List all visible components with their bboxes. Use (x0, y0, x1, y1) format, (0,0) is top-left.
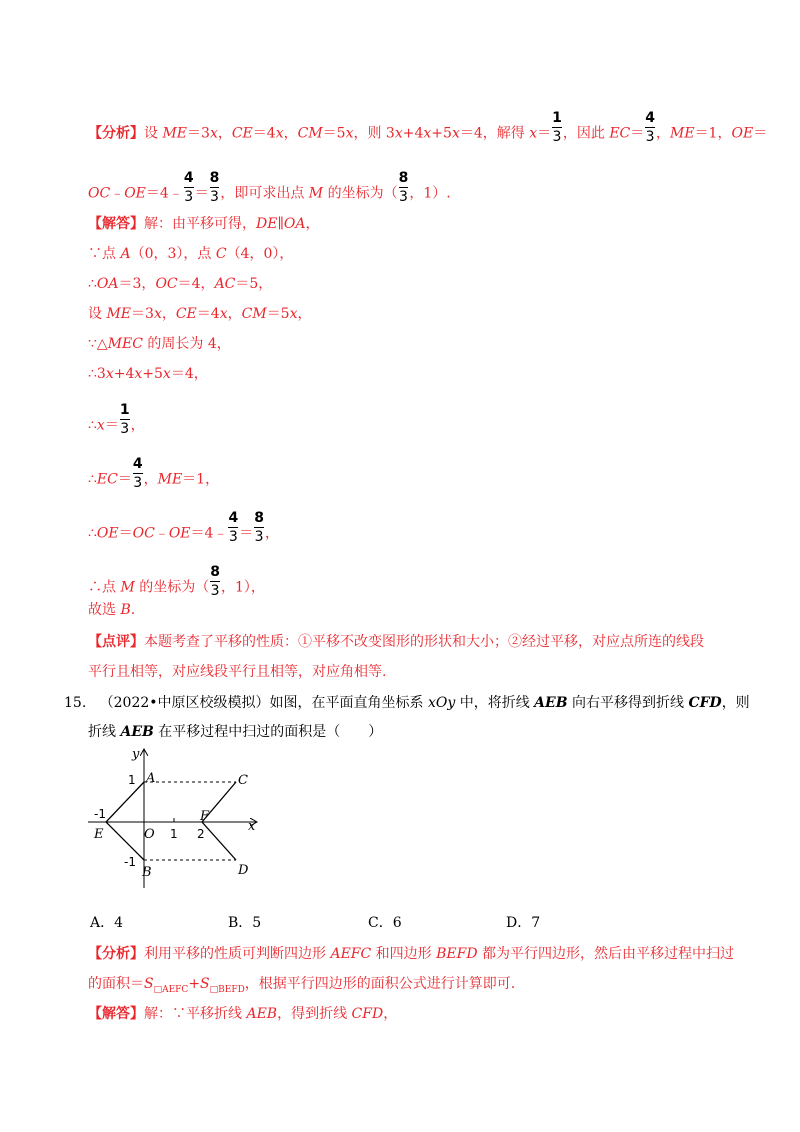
question15-line2: 折线 AEB 在平移过程中扫过的面积是（ ） (88, 724, 383, 740)
label-A: A (146, 771, 156, 786)
label-E: E (94, 827, 104, 842)
fraction-eight-thirds: $\frac{8}{3}$ (254, 510, 264, 545)
fraction-four-thirds: $\frac{4}{3}$ (183, 170, 194, 205)
solution15-intro: 【解答】解：∵平移折线 AEB，得到折线 CFD， (88, 1006, 398, 1022)
option-c[interactable]: C．6 (368, 915, 402, 931)
label-C: C (238, 773, 248, 788)
solution14-step4: ∵△MEC 的周长为 4， (88, 336, 231, 352)
fraction-eight-thirds: $\frac{8}{3}$ (209, 170, 220, 205)
coordinate-figure (84, 740, 274, 890)
label-B: B (142, 865, 152, 880)
tick-label-1: 1 (170, 827, 178, 841)
tick-label-1-y: 1 (128, 773, 136, 787)
solution14-step9: ∴点 M 的坐标为（ $\frac{8}{3}$ ，1）， (88, 564, 265, 599)
analysis15-line1: 【分析】利用平移的性质可判断四边形 AEFC 和四边形 BEFD 都为平行四边形，然后由平移过程中扫过 (88, 946, 735, 962)
solution14-step2: ∴OA＝3，OC＝4，AC＝5， (88, 276, 273, 292)
label-F: F (200, 809, 210, 824)
solution14-step8: ∴OE＝OC﹣OE＝4﹣ $\frac{4}{3}$ ＝ $\frac{8}{3}$ ， (88, 510, 279, 545)
solution14-step6: ∴x＝ $\frac{1}{3}$ ， (88, 402, 145, 437)
analysis14-line1: 【分析】设 ME＝3x，CE＝4x，CM＝5x，则 3x+4x+5x＝4，解得 x＝ $\frac{1}{3}$ ，因此 EC＝ $\frac{4}{3}$ ，ME＝1，OE＝ (88, 110, 768, 145)
solution14-step5: ∴3x+4x+5x＝4， (88, 366, 208, 382)
question15-line1: 15. （2022•中原区校级模拟）如图，在平面直角坐标系 xOy 中，将折线 AEB 向右平移得到折线 CFD，则 (64, 695, 750, 711)
question-number: 15. (64, 695, 87, 711)
solution-tag: 【解答】 (88, 216, 144, 232)
tick-label-minus1-y: -1 (124, 855, 136, 869)
option-d[interactable]: D．7 (506, 915, 541, 931)
solution-tag: 【解答】 (88, 1006, 144, 1022)
fraction-four-thirds: $\frac{4}{3}$ (645, 110, 655, 145)
fraction-eight-thirds: $\frac{8}{3}$ (210, 564, 220, 599)
comment14-line1: 【点评】本题考查了平移的性质：①平移不改变图形的形状和大小；②经过平移，对应点所连的线段 (88, 634, 704, 650)
option-a[interactable]: A．4 (90, 915, 124, 931)
fraction-eight-thirds: $\frac{8}{3}$ (398, 170, 409, 205)
solution14-conclusion: 故选 B. (88, 602, 136, 618)
analysis-tag: 【分析】 (88, 946, 144, 962)
fraction-four-thirds: $\frac{4}{3}$ (132, 456, 143, 491)
option-b[interactable]: B．5 (228, 915, 262, 931)
label-D: D (238, 863, 249, 878)
label-O: O (144, 827, 155, 842)
label-x: x (248, 819, 256, 834)
tick-label-2: 2 (197, 827, 205, 841)
comment-tag: 【点评】 (88, 634, 144, 650)
analysis-tag: 【分析】 (88, 125, 144, 142)
polyline-AEB (106, 782, 144, 860)
fraction-one-third: $\frac{1}{3}$ (552, 110, 562, 145)
solution14-step7: ∴EC＝ $\frac{4}{3}$ ，ME＝1， (88, 456, 220, 491)
solution14-intro: 【解答】解：由平移可得，DE∥OA， (88, 216, 320, 232)
analysis14-line2: OC﹣OE＝4﹣ $\frac{4}{3}$ ＝ $\frac{8}{3}$ ，即可求出点 M 的坐标为（ $\frac{8}{3}$ ，1）. (88, 170, 451, 205)
fraction-four-thirds: $\frac{4}{3}$ (228, 510, 239, 545)
fraction-one-third: $\frac{1}{3}$ (119, 402, 130, 437)
label-y: y (132, 747, 140, 762)
tick-label-minus1-x: -1 (94, 807, 106, 821)
solution14-step3: 设 ME＝3x，CE＝4x，CM＝5x， (88, 306, 312, 322)
comment14-line2: 平行且相等，对应线段平行且相等，对应角相等. (88, 664, 387, 680)
solution14-step1: ∵点 A（0，3），点 C（4，0）， (88, 246, 294, 262)
analysis15-line2: 的面积$=S_{□AEFC}+S_{□BEFD}$，根据平行四边形的面积公式进行计算即可. (88, 976, 516, 995)
